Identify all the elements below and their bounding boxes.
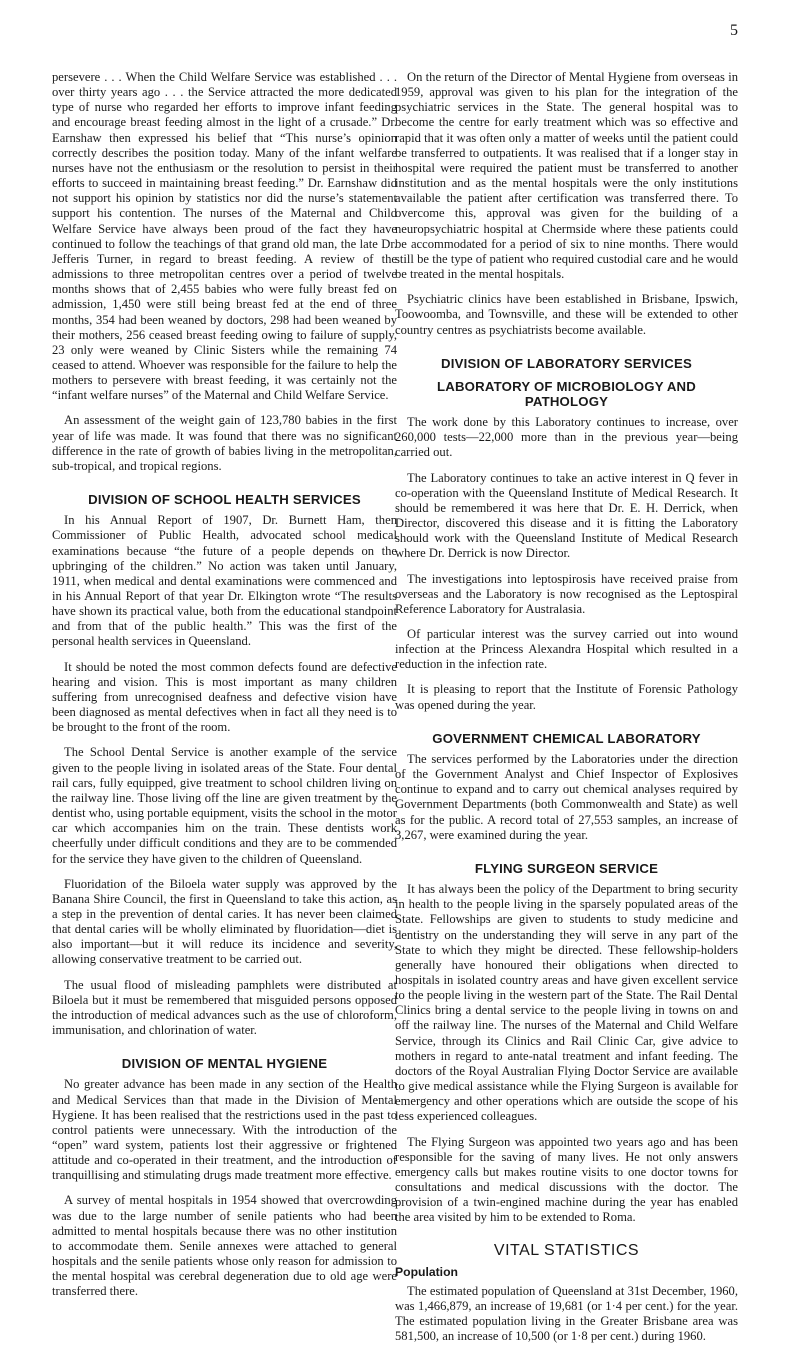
- paragraph: Psychiatric clinics have been established in Brisbane, Ipswich, Toowoomba, and Townsville, and these will be extended to other country centres as psychiatrists become available.: [395, 292, 738, 337]
- paragraph: The work done by this Laboratory continues to increase, over 260,000 tests—22,000 more than in the previous year—being carried out.: [395, 415, 738, 460]
- section-heading-microbiology: LABORATORY OF MICROBIOLOGY AND PATHOLOGY: [436, 378, 696, 409]
- paragraph: No greater advance has been made in any section of the Health and Medical Services than that made in the Division of Mental Hygiene. It has been realised that the restrictions used in the past to control patients were unnecessary. With the introduction of the “open” ward system, patients lost their aggressive or frightened attitude and co-operated in their treatment, and the introduction of tranquillising and stimulating drugs made treatment more effective.: [52, 1077, 397, 1183]
- paragraph: It should be noted the most common defects found are defective hearing and vision. This is most important as many children suffering from unrecognised deafness and defective vision have been diagnosed as mental defectives when in fact all they need is to be brought to the front of the room.: [52, 659, 397, 735]
- paragraph: The services performed by the Laboratories under the direction of the Government Analyst and Chief Inspector of Explosives continue to expand and to carry out chemical analyses required by Government Departments (both Commonwealth and State) as well as for the public. A record total of 27,553 samples, an increase of 3,267, were examined during the year.: [395, 751, 738, 842]
- paragraph: In his Annual Report of 1907, Dr. Burnett Ham, then Commissioner of Public Health, advocated school medical examinations because “the future of a people depends on the upbringing of the children.” No action was taken until January, 1911, when medical and dental examinations were commenced and in his Annual Report of that year Dr. Elkington wrote “The results have shown its practical value, both from the educational standpoint and from that of the public health.” This was the first of the personal health services in Queensland.: [52, 513, 397, 649]
- left-column: [52, 70, 397, 1310]
- paragraph: Fluoridation of the Biloela water supply was approved by the Banana Shire Council, the first in Queensland to take this action, as a step in the prevention of dental caries. It has never been claimed that dental caries will be wholly eliminated by fluoridation—diet is also important—but it will reduce its incidence and severity, allowing conservative treatment to be carried out.: [52, 876, 397, 967]
- subheading-population: Population: [395, 1264, 458, 1279]
- section-heading-laboratory-services: DIVISION OF LABORATORY SERVICES: [441, 355, 692, 371]
- paragraph: The estimated population of Queensland at 31st December, 1960, was 1,466,879, an increase of 19,681 (or 1·4 per cent.) for the year. The estimated population living in the Greater Brisbane area was 581,500, an increase of 10,500 (or 1·8 per cent.) during 1960.: [395, 1283, 738, 1344]
- paragraph: The usual flood of misleading pamphlets were distributed at Biloela but it must be remembered that misguided persons opposed the introduction of medical advances such as the use of chloroform, immunisation, and chlorination of water.: [52, 977, 397, 1038]
- right-column: [395, 70, 738, 1354]
- section-heading-school-health: DIVISION OF SCHOOL HEALTH SERVICES: [88, 492, 361, 508]
- paragraph: The Flying Surgeon was appointed two years ago and has been responsible for the saving of many lives. He not only answers emergency calls but makes routine visits to one doctor towns for consultations and medical discussions with the doctor. The provision of a twin-engined machine during the year has enabled the area visited by him to be extended to Roma.: [395, 1134, 738, 1225]
- paragraph: An assessment of the weight gain of 123,780 babies in the first year of life was made. It was found that there was no significant difference in the rate of growth of babies living in the metropolitan, sub-tropical, and tropical regions.: [52, 413, 397, 473]
- paragraph: A survey of mental hospitals in 1954 showed that overcrowding was due to the large number of senile patients who had been admitted to mental hospitals because there was no other institution to accommodate them. Senile annexes were attached to general hospitals and the senile patients whose only reason for admission to the mental hospital was cerebral degeneration due to old age were transferred there.: [52, 1193, 397, 1299]
- paragraph: persevere . . . When the Child Welfare Service was established . . . over thirty years ago . . . the Service attracted the more dedicated type of nurse who regarded her efforts to improve infant feeding and encourage breast feeding almost in the light of a crusade.” Dr. Earnshaw then expressed his belief that “This nurse’s opinion correctly describes the position today. Many of the infant welfare nurses have not the enthusiasm or the resolution to persist in their efforts to succeed in maintaining breast feeding.” Dr. Earnshaw did not support his opinion by statistics nor did the nurse’s statement support his contention. The nurses of the Maternal and Child Welfare Service have always been proud of the fact they have continued to follow the teachings of that grand old man, the late Dr. Jefferis Turner, in regard to breast feeding. A review of the admissions to three metropolitan centres over a period of twelve months shows that of 2,455 babies who were fully breast fed on admission, 1,450 were still being breast fed at the end of three months, 354 had been weaned by doctors, 298 had been weaned by their mothers, 256 ceased breast feeding owing to failure of supply, 23 only were weaned by Clinic Sisters while the remaining 74 ceased to attend. Whoever was responsible for the failure to help the mothers to persevere with breast feeding, it was certainly not the “infant welfare nurses” of the Maternal and Child Welfare Service.: [52, 70, 397, 403]
- section-heading-chemical-laboratory: GOVERNMENT CHEMICAL LABORATORY: [432, 730, 701, 746]
- paragraph: Of particular interest was the survey carried out into wound infection at the Princess Alexandra Hospital which resulted in a reduction in the infection rate.: [395, 627, 738, 672]
- paragraph: On the return of the Director of Mental Hygiene from overseas in 1959, approval was given to his plan for the integration of the psychiatric services in the State. The general hospital was to become the centre for early treatment which was so effective and rapid that it was often only a matter of weeks until the patient could be transferred to outpatients. It was realised that if a longer stay in hospital were required the patient must be transferred to another institution and as the mental hospitals were the only institutions available the patient after certification was transferred there. To overcome this, approval was given for the building of a neuropsychiatric hospital at Chermside where these patients could be accommodated for a period of six to nine months. There would still be the type of patient who required custodial care and he would be treated in the mental hospitals.: [395, 70, 738, 282]
- paragraph: The School Dental Service is another example of the service given to the people living in isolated areas of the State. Four dental rail cars, fully equipped, give treatment to school children living on the railway line. Those living off the line are given treatment by the dentist who, using portable equipment, visits the school in the motor car which accompanies him on the train. These dentists work cheerfully under difficult conditions and they are to be commended for the service they have given to the children of Queensland.: [52, 745, 397, 866]
- paragraph: It has always been the policy of the Department to bring security in health to the people living in the sparsely populated areas of the State. Fellowships are given to students to study medicine and dentistry on the understanding they will serve in any part of the State to which they might be directed. These fellowship-holders generally have honoured their obligations when directed to hospitals in isolated country areas and have given excellent service to the people living in the western part of the State. The Rail Dental Clinics bring a dental service to the people living in towns on and off the railway line. The nurses of the Maternal and Child Welfare Service, through its Clinics and Rail Clinic Car, give advice to mothers in regard to ante-natal treatment and infant feeding. The doctors of the Royal Australian Flying Doctor Service are available to give medical assistance while the Flying Surgeon is available for emergency and other operations which are outside the scope of his less experienced colleagues.: [395, 882, 738, 1124]
- paragraph: It is pleasing to report that the Institute of Forensic Pathology was opened during the year.: [395, 682, 738, 712]
- section-heading-flying-surgeon: FLYING SURGEON SERVICE: [474, 860, 659, 876]
- paragraph: The investigations into leptospirosis have received praise from overseas and the Laboratory is now recognised as the Leptospiral Reference Laboratory for Australasia.: [395, 571, 738, 616]
- page-number: 5: [730, 22, 738, 39]
- section-heading-mental-hygiene: DIVISION OF MENTAL HYGIENE: [121, 1056, 328, 1072]
- section-heading-vital-statistics: VITAL STATISTICS: [493, 1242, 640, 1260]
- paragraph: The Laboratory continues to take an active interest in Q fever in co-operation with the Queensland Institute of Medical Research. It should be remembered it was here that Dr. E. H. Derrick, when Director, discovered this disease and it is fitting the Laboratory should work with the Queensland Institute of Medical Research where Dr. Derrick is now Director.: [395, 470, 738, 561]
